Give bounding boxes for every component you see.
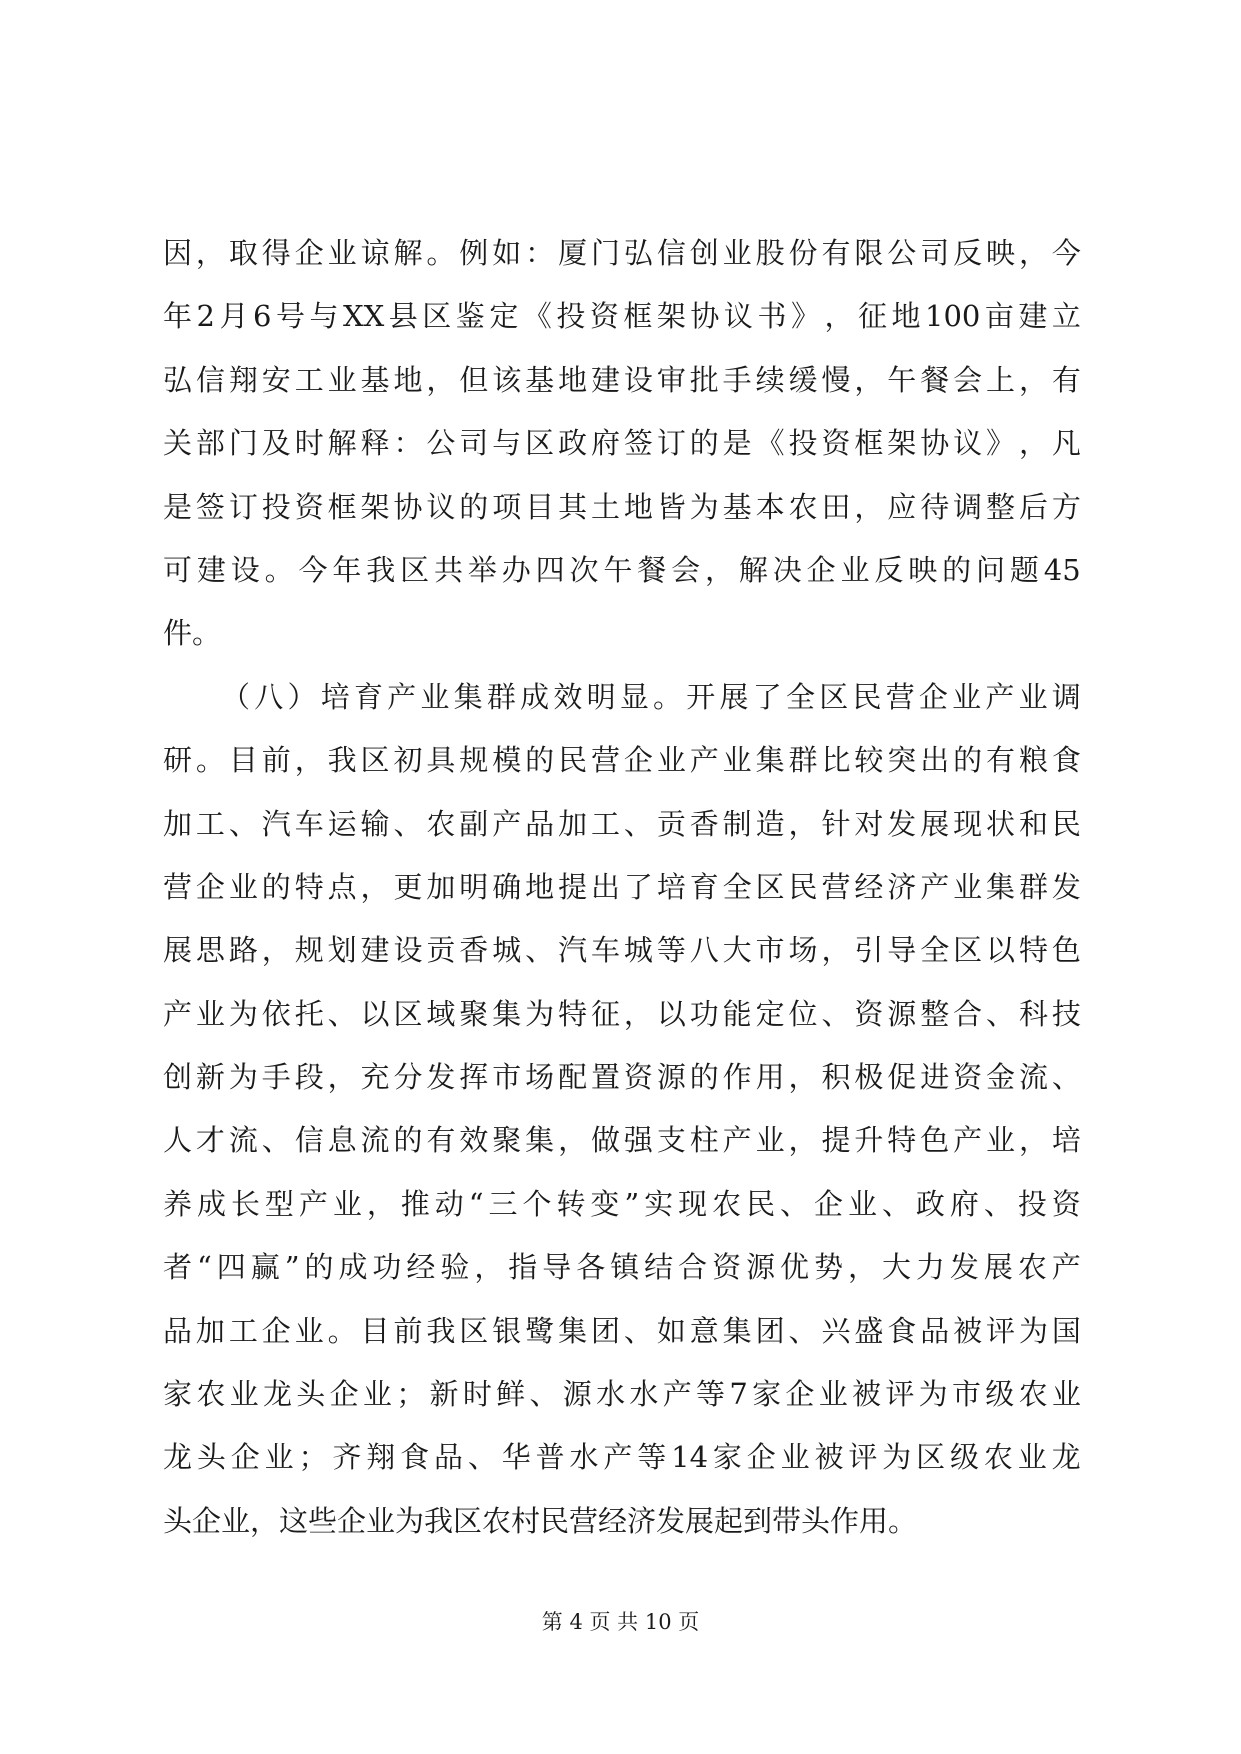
text-line: 营 企 业 的 特 点 ， 更 加 明 确 地 提 出 了 培 育 全 区 民 营 经 济 产 业 集 群 发 [163,869,1081,904]
text-line: 养 成 长 型 产 业 ， 推 动 “ 三 个 转 变 ” 实 现 农 民 、 企 业 、 政 府 、 投 资 [163,1186,1081,1221]
text-line: 展 思 路 ， 规 划 建 设 贡 香 城 、 汽 车 城 等 八 大 市 场 ， 引 导 全 区 以 特 色 [163,933,1081,968]
text-line: 家 农 业 龙 头 企 业 ； 新 时 鲜 、 源 水 水 产 等 7 家 企 业 被 评 为 市 级 农 业 [163,1377,1081,1412]
text-line: 创 新 为 手 段 ， 充 分 发 挥 市 场 配 置 资 源 的 作 用 ， 积 极 促 进 资 金 流 、 [163,1060,1081,1095]
text-line: 年 2 月 6 号 与 XX 县 区 鉴 定 《 投 资 框 架 协 议 书 》 ， 征 地 100 亩 建 立 [163,299,1081,334]
text-line: 产 业 为 依 托 、 以 区 域 聚 集 为 特 征 ， 以 功 能 定 位 、 资 源 整 合 、 科 技 [163,996,1081,1031]
page-footer: 第 4 页 共 10 页 [541,1610,700,1634]
text-line: 关 部 门 及 时 解 释 ： 公 司 与 区 政 府 签 订 的 是 《 投 资 框 架 协 议 》 ， 凡 [163,426,1081,461]
body-text [163,222,1081,1553]
text-line: 龙 头 企 业 ； 齐 翔 食 品 、 华 普 水 产 等 14 家 企 业 被 评 为 区 级 农 业 龙 [163,1440,1081,1475]
text-line: 研 。 目 前 ， 我 区 初 具 规 模 的 民 营 企 业 产 业 集 群 比 较 突 出 的 有 粮 食 [163,743,1081,778]
text-line: 者 “ 四 赢 ” 的 成 功 经 验 ， 指 导 各 镇 结 合 资 源 优 势 ， 大 力 发 展 农 产 [163,1250,1081,1285]
text-line: （ 八 ） 培 育 产 业 集 群 成 效 明 显 。 开 展 了 全 区 民 营 企 业 产 业 调 [221,679,1081,714]
text-line: 可 建 设 。 今 年 我 区 共 举 办 四 次 午 餐 会 ， 解 决 企 业 反 映 的 问 题 45 [163,552,1081,587]
text-line: 品 加 工 企 业 。 目 前 我 区 银 鹭 集 团 、 如 意 集 团 、 兴 盛 食 品 被 评 为 国 [163,1313,1081,1348]
text-line: 件。 [163,616,222,651]
text-line: 头企业，这些企业为我区农村民营经济发展起到带头作用。 [163,1503,918,1538]
text-line: 因 ， 取 得 企 业 谅 解 。 例 如 ： 厦 门 弘 信 创 业 股 份 有 限 公 司 反 映 ， 今 [163,236,1081,270]
text-line: 加 工 、 汽 车 运 输 、 农 副 产 品 加 工 、 贡 香 制 造 ， 针 对 发 展 现 状 和 民 [163,806,1081,841]
text-line: 是 签 订 投 资 框 架 协 议 的 项 目 其 土 地 皆 为 基 本 农 田 ， 应 待 调 整 后 方 [163,489,1081,524]
text-line: 弘 信 翔 安 工 业 基 地 ， 但 该 基 地 建 设 审 批 手 续 缓 慢 ， 午 餐 会 上 ， 有 [163,362,1081,397]
text-line: 人 才 流 、 信 息 流 的 有 效 聚 集 ， 做 强 支 柱 产 业 ， 提 升 特 色 产 业 ， 培 [163,1123,1081,1158]
